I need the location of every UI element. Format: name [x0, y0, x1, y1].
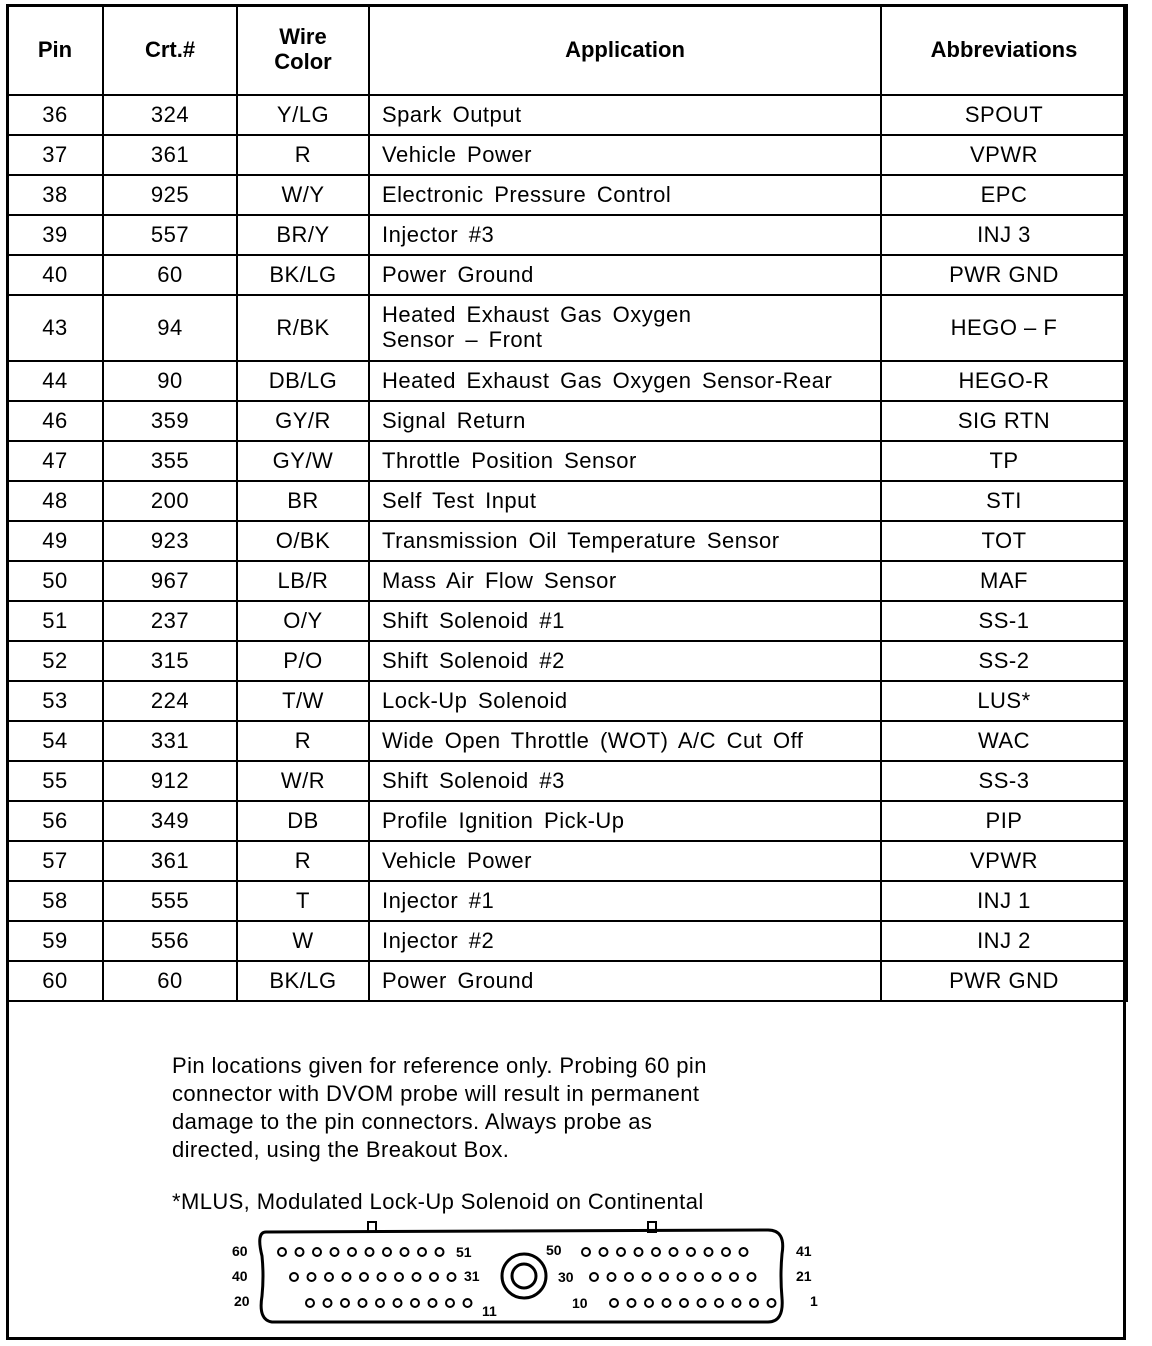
pin-hole — [464, 1299, 472, 1307]
pin-hole — [582, 1248, 590, 1256]
pin-cell: 37 — [7, 135, 103, 175]
wire-color-cell: DB/LG — [237, 361, 369, 401]
pin-cell: 43 — [7, 295, 103, 361]
pin-hole — [418, 1248, 426, 1256]
header-circuit: Crt.# — [103, 5, 237, 95]
application-cell: Vehicle Power — [369, 841, 881, 881]
application-cell: Shift Solenoid #1 — [369, 601, 881, 641]
table-row — [7, 441, 1127, 481]
circuit-cell: 237 — [103, 601, 237, 641]
circuit-cell: 361 — [103, 841, 237, 881]
connector-label-left: 40 — [232, 1268, 248, 1284]
pin-hole — [378, 1273, 386, 1281]
wire-color-cell: W/R — [237, 761, 369, 801]
pin-hole — [366, 1248, 374, 1256]
circuit-cell: 331 — [103, 721, 237, 761]
pin-hole — [635, 1248, 643, 1256]
pin-hole — [436, 1248, 444, 1256]
circuit-cell: 349 — [103, 801, 237, 841]
wire-color-cell: W/Y — [237, 175, 369, 215]
table-row — [7, 175, 1127, 215]
pin-hole — [678, 1273, 686, 1281]
pin-hole — [383, 1248, 391, 1256]
circuit-cell: 556 — [103, 921, 237, 961]
application-cell: Heated Exhaust Gas Oxygen Sensor – Front — [369, 295, 881, 361]
circuit-cell: 967 — [103, 561, 237, 601]
pin-hole — [730, 1273, 738, 1281]
abbreviation-cell: SS-3 — [881, 761, 1127, 801]
connector-label-right: 1 — [810, 1293, 818, 1309]
application-cell: Injector #3 — [369, 215, 881, 255]
pin-cell: 47 — [7, 441, 103, 481]
abbreviation-cell: HEGO-R — [881, 361, 1127, 401]
abbreviation-cell: INJ 3 — [881, 215, 1127, 255]
wire-color-cell: W — [237, 921, 369, 961]
header-abbreviations: Abbreviations — [881, 5, 1127, 95]
abbreviation-cell: PIP — [881, 801, 1127, 841]
circuit-cell: 355 — [103, 441, 237, 481]
circuit-cell: 359 — [103, 401, 237, 441]
circuit-cell: 94 — [103, 295, 237, 361]
table-row — [7, 801, 1127, 841]
pin-cell: 55 — [7, 761, 103, 801]
pin-hole — [331, 1248, 339, 1256]
pin-hole — [645, 1299, 653, 1307]
pin-hole — [652, 1248, 660, 1256]
application-cell: Spark Output — [369, 95, 881, 135]
wire-color-cell: BK/LG — [237, 961, 369, 1001]
pin-cell: 48 — [7, 481, 103, 521]
reference-note — [172, 1052, 872, 1164]
pin-hole — [608, 1273, 616, 1281]
wire-color-cell: R — [237, 841, 369, 881]
table-row — [7, 561, 1127, 601]
table-row — [7, 601, 1127, 641]
circuit-cell: 912 — [103, 761, 237, 801]
pin-cell: 40 — [7, 255, 103, 295]
abbreviation-cell: EPC — [881, 175, 1127, 215]
pin-hole — [348, 1248, 356, 1256]
table-row — [7, 841, 1127, 881]
circuit-cell: 60 — [103, 961, 237, 1001]
connector-label-inner: 30 — [558, 1269, 574, 1285]
circuit-cell: 557 — [103, 215, 237, 255]
wire-color-cell: GY/R — [237, 401, 369, 441]
wire-color-cell: LB/R — [237, 561, 369, 601]
pin-hole — [313, 1248, 321, 1256]
connector-label-right: 41 — [796, 1243, 812, 1259]
pin-hole — [446, 1299, 454, 1307]
pin-hole — [768, 1299, 776, 1307]
application-cell: Self Test Input — [369, 481, 881, 521]
pin-hole — [376, 1299, 384, 1307]
pin-hole — [308, 1273, 316, 1281]
header-pin: Pin — [7, 5, 103, 95]
circuit-cell: 224 — [103, 681, 237, 721]
note-line: damage to the pin connectors. Always probe as — [172, 1109, 653, 1134]
connector-label-inner: 10 — [572, 1295, 588, 1311]
connector-label-inner: 51 — [456, 1244, 472, 1260]
wire-color-cell: O/Y — [237, 601, 369, 641]
pin-hole — [360, 1273, 368, 1281]
pin-hole — [324, 1299, 332, 1307]
abbreviation-cell: LUS* — [881, 681, 1127, 721]
table-row — [7, 881, 1127, 921]
pin-cell: 57 — [7, 841, 103, 881]
pin-hole — [600, 1248, 608, 1256]
abbreviation-cell: INJ 1 — [881, 881, 1127, 921]
application-cell: Shift Solenoid #3 — [369, 761, 881, 801]
abbreviation-cell: SPOUT — [881, 95, 1127, 135]
circuit-cell: 361 — [103, 135, 237, 175]
abbreviation-cell: TP — [881, 441, 1127, 481]
table-row — [7, 401, 1127, 441]
abbreviation-cell: SIG RTN — [881, 401, 1127, 441]
wire-color-cell: DB — [237, 801, 369, 841]
pin-hole — [733, 1299, 741, 1307]
connector-label-right: 21 — [796, 1268, 812, 1284]
pin-hole — [695, 1273, 703, 1281]
application-cell: Power Ground — [369, 961, 881, 1001]
application-cell: Injector #2 — [369, 921, 881, 961]
abbreviation-cell: WAC — [881, 721, 1127, 761]
pin-cell: 49 — [7, 521, 103, 561]
pin-cell: 36 — [7, 95, 103, 135]
connector-label-inner: 31 — [464, 1268, 480, 1284]
pin-hole — [660, 1273, 668, 1281]
abbreviation-cell: SS-1 — [881, 601, 1127, 641]
table-row — [7, 921, 1127, 961]
abbreviation-cell: VPWR — [881, 841, 1127, 881]
application-cell: Profile Ignition Pick-Up — [369, 801, 881, 841]
pin-hole — [680, 1299, 688, 1307]
table-row — [7, 295, 1127, 361]
pin-hole — [617, 1248, 625, 1256]
pin-hole — [296, 1248, 304, 1256]
wire-color-cell: BR/Y — [237, 215, 369, 255]
circuit-cell: 90 — [103, 361, 237, 401]
table-row — [7, 255, 1127, 295]
abbreviation-cell: PWR GND — [881, 961, 1127, 1001]
pin-hole — [306, 1299, 314, 1307]
application-cell: Wide Open Throttle (WOT) A/C Cut Off — [369, 721, 881, 761]
abbreviation-cell: VPWR — [881, 135, 1127, 175]
pin-hole — [394, 1299, 402, 1307]
application-cell: Power Ground — [369, 255, 881, 295]
table-row — [7, 215, 1127, 255]
pin-hole — [713, 1273, 721, 1281]
pin-cell: 51 — [7, 601, 103, 641]
note-line: Pin locations given for reference only. Probing 60 pin — [172, 1053, 707, 1078]
abbreviation-cell: TOT — [881, 521, 1127, 561]
table-row — [7, 135, 1127, 175]
table-row — [7, 361, 1127, 401]
wire-color-cell: O/BK — [237, 521, 369, 561]
note-line: directed, using the Breakout Box. — [172, 1137, 510, 1162]
table-row — [7, 95, 1127, 135]
application-cell: Lock-Up Solenoid — [369, 681, 881, 721]
abbreviation-cell: MAF — [881, 561, 1127, 601]
table-row — [7, 961, 1127, 1001]
wire-color-cell: Y/LG — [237, 95, 369, 135]
connector-center-post-inner — [512, 1264, 536, 1288]
pin-cell: 50 — [7, 561, 103, 601]
connector-label-left: 60 — [232, 1243, 248, 1259]
pin-cell: 54 — [7, 721, 103, 761]
pin-cell: 58 — [7, 881, 103, 921]
wire-color-cell: BK/LG — [237, 255, 369, 295]
wire-color-cell: R/BK — [237, 295, 369, 361]
pin-hole — [715, 1299, 723, 1307]
pin-cell: 60 — [7, 961, 103, 1001]
application-cell: Transmission Oil Temperature Sensor — [369, 521, 881, 561]
pin-hole — [325, 1273, 333, 1281]
wire-color-cell: BR — [237, 481, 369, 521]
pin-hole — [698, 1299, 706, 1307]
circuit-cell: 923 — [103, 521, 237, 561]
pin-hole — [643, 1273, 651, 1281]
pin-hole — [448, 1273, 456, 1281]
wire-color-cell: R — [237, 135, 369, 175]
application-cell: Injector #1 — [369, 881, 881, 921]
circuit-cell: 200 — [103, 481, 237, 521]
abbreviation-cell: HEGO – F — [881, 295, 1127, 361]
circuit-cell: 315 — [103, 641, 237, 681]
pin-cell: 39 — [7, 215, 103, 255]
table-row — [7, 521, 1127, 561]
pin-cell: 46 — [7, 401, 103, 441]
pin-hole — [610, 1299, 618, 1307]
pin-cell: 56 — [7, 801, 103, 841]
table-row — [7, 481, 1127, 521]
application-cell: Heated Exhaust Gas Oxygen Sensor-Rear — [369, 361, 881, 401]
abbreviation-cell: PWR GND — [881, 255, 1127, 295]
connector-label-left: 20 — [234, 1293, 250, 1309]
wire-color-cell: R — [237, 721, 369, 761]
application-cell: Signal Return — [369, 401, 881, 441]
pin-hole — [401, 1248, 409, 1256]
pin-hole — [343, 1273, 351, 1281]
application-cell: Vehicle Power — [369, 135, 881, 175]
pin-hole — [705, 1248, 713, 1256]
pin-hole — [290, 1273, 298, 1281]
pin-hole — [359, 1299, 367, 1307]
table-row — [7, 761, 1127, 801]
pin-hole — [341, 1299, 349, 1307]
pin-hole — [628, 1299, 636, 1307]
pin-hole — [411, 1299, 419, 1307]
wire-color-cell: T/W — [237, 681, 369, 721]
pin-hole — [430, 1273, 438, 1281]
circuit-cell: 555 — [103, 881, 237, 921]
circuit-cell: 60 — [103, 255, 237, 295]
pin-hole — [395, 1273, 403, 1281]
pin-cell: 53 — [7, 681, 103, 721]
pin-hole — [413, 1273, 421, 1281]
circuit-cell: 925 — [103, 175, 237, 215]
connector-label-inner: 11 — [482, 1303, 497, 1319]
abbreviation-cell: SS-2 — [881, 641, 1127, 681]
pin-hole — [750, 1299, 758, 1307]
pin-table — [6, 4, 1128, 1002]
pin-hole — [278, 1248, 286, 1256]
pin-hole — [687, 1248, 695, 1256]
table-row — [7, 681, 1127, 721]
wire-color-cell: GY/W — [237, 441, 369, 481]
wire-color-cell: T — [237, 881, 369, 921]
application-cell: Throttle Position Sensor — [369, 441, 881, 481]
pin-hole — [663, 1299, 671, 1307]
note-line: connector with DVOM probe will result in permanent — [172, 1081, 700, 1106]
connector-label-inner: 50 — [546, 1242, 562, 1258]
application-cell: Mass Air Flow Sensor — [369, 561, 881, 601]
pin-hole — [748, 1273, 756, 1281]
footnote: *MLUS, Modulated Lock-Up Solenoid on Continental — [172, 1189, 704, 1214]
connector-diagram — [228, 1218, 848, 1334]
abbreviation-cell: STI — [881, 481, 1127, 521]
application-cell: Shift Solenoid #2 — [369, 641, 881, 681]
connector-center-post-outer — [502, 1254, 546, 1298]
wire-color-cell: P/O — [237, 641, 369, 681]
circuit-cell: 324 — [103, 95, 237, 135]
header-wire-color: Wire Color — [237, 5, 369, 95]
pin-cell: 59 — [7, 921, 103, 961]
application-cell: Electronic Pressure Control — [369, 175, 881, 215]
pin-hole — [740, 1248, 748, 1256]
connector-outline — [260, 1230, 783, 1322]
table-row — [7, 641, 1127, 681]
pin-cell: 38 — [7, 175, 103, 215]
pin-hole — [429, 1299, 437, 1307]
pin-hole — [670, 1248, 678, 1256]
pin-hole — [722, 1248, 730, 1256]
pin-cell: 44 — [7, 361, 103, 401]
header-application: Application — [369, 5, 881, 95]
pin-cell: 52 — [7, 641, 103, 681]
header-row — [7, 5, 1127, 95]
table-row — [7, 721, 1127, 761]
pin-hole — [625, 1273, 633, 1281]
abbreviation-cell: INJ 2 — [881, 921, 1127, 961]
pin-hole — [590, 1273, 598, 1281]
